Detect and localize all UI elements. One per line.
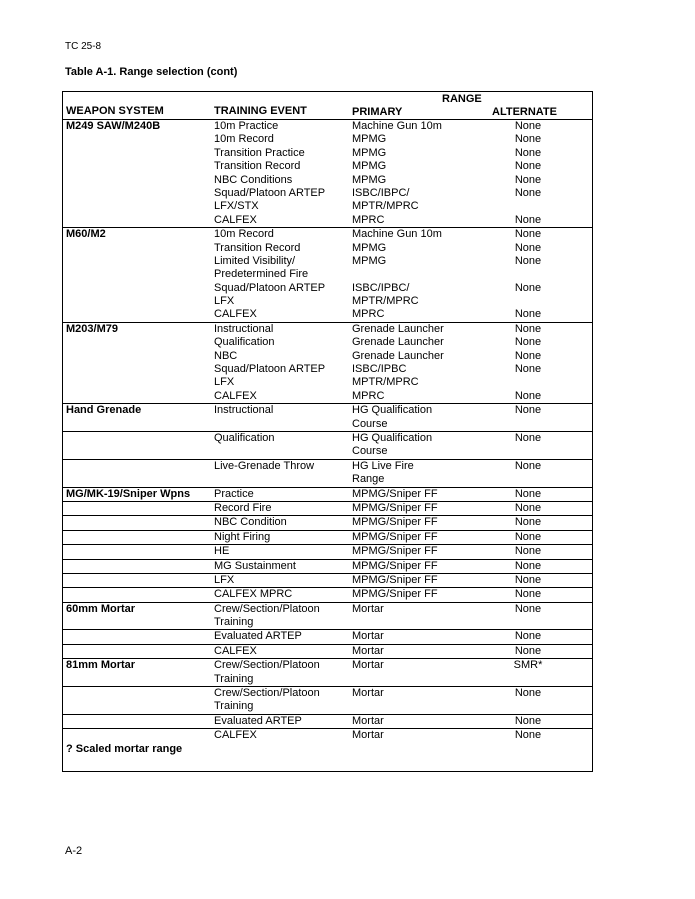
table-row [63, 603, 592, 631]
training-event-cell: CALFEX MPRC [214, 588, 293, 601]
training-event-cell: MG Sustainment [214, 559, 296, 572]
training-event-cell: NBC Condition [214, 516, 287, 529]
alternate-range-cell: None [514, 644, 542, 657]
alternate-range-cell: None [514, 501, 542, 514]
weapon-system-cell: 81mm Mortar [66, 659, 136, 672]
table-line [63, 560, 592, 573]
training-event-cell: Squad/Platoon ARTEP [214, 363, 326, 376]
primary-range-cell: HG Qualification [352, 431, 433, 444]
alternate-range-cell: None [514, 516, 542, 529]
table-row [63, 687, 592, 715]
training-event-cell: Evaluated ARTEP [214, 630, 302, 643]
primary-range-cell: MPMG [352, 241, 387, 254]
training-event-cell: CALFEX [214, 729, 257, 742]
training-event-cell: Qualification [214, 431, 275, 444]
page-number: A-2 [65, 845, 83, 857]
table-line [63, 630, 592, 643]
primary-range-cell: Mortar [352, 602, 384, 615]
alternate-range-cell: None [514, 173, 542, 186]
primary-range-cell: ISBC/IPBC/ [352, 281, 410, 294]
header-range: RANGE [442, 93, 482, 105]
training-event-cell: Qualification [214, 336, 275, 349]
alternate-range-cell: None [514, 228, 542, 241]
table-row [63, 531, 592, 545]
header-training-event: TRAINING EVENT [214, 105, 307, 117]
training-event-cell: Squad/Platoon ARTEP [214, 186, 326, 199]
weapon-system-cell: M249 SAW/M240B [66, 120, 161, 132]
alternate-range-cell: None [514, 389, 542, 402]
training-event-cell: Predetermined Fire [214, 268, 309, 281]
primary-range-cell: MPMG/Sniper FF [352, 530, 438, 543]
primary-range-cell: MPMG/Sniper FF [352, 545, 438, 558]
training-event-cell: Training [214, 700, 254, 713]
weapon-group [63, 228, 592, 323]
training-event-cell: 10m Record [214, 228, 274, 241]
alternate-range-cell: None [514, 530, 542, 543]
weapon-group [63, 659, 592, 742]
table-line [63, 574, 592, 587]
table-row [63, 120, 592, 227]
training-event-cell: 10m Record [214, 133, 274, 146]
table-line [63, 390, 592, 403]
table-line [63, 460, 592, 473]
table-line [63, 700, 592, 713]
weapon-group [63, 120, 592, 228]
table-line [63, 432, 592, 445]
training-event-cell: Crew/Section/Platoon [214, 602, 320, 615]
table-row [63, 715, 592, 729]
table-row [63, 588, 592, 601]
training-event-cell: CALFEX [214, 213, 257, 226]
alternate-range-cell: None [514, 573, 542, 586]
table-header [63, 92, 592, 120]
alternate-range-cell: None [514, 186, 542, 199]
table-row [63, 574, 592, 588]
table-row [63, 545, 592, 559]
primary-range-cell: Grenade Launcher [352, 349, 444, 362]
primary-range-cell: HG Qualification [352, 404, 433, 417]
table-line [63, 228, 592, 241]
alternate-range-cell: None [514, 308, 542, 321]
table-body [63, 120, 592, 743]
table-line [63, 160, 592, 173]
table-line [63, 187, 592, 200]
table-row [63, 630, 592, 644]
primary-range-cell: Mortar [352, 644, 384, 657]
table-line [63, 729, 592, 742]
table-line [63, 336, 592, 349]
primary-range-cell: ISBC/IBPC/ [352, 186, 410, 199]
alternate-range-cell: None [514, 545, 542, 558]
footnote: ? Scaled mortar range [66, 742, 183, 755]
table-row [63, 516, 592, 530]
table-line [63, 715, 592, 728]
training-event-cell: Training [214, 616, 254, 629]
alternate-range-cell: None [514, 487, 542, 500]
table-line [63, 645, 592, 658]
table-line [63, 488, 592, 501]
alternate-range-cell: None [514, 133, 542, 146]
table-row [63, 659, 592, 687]
training-event-cell: CALFEX [214, 308, 257, 321]
table-line [63, 687, 592, 700]
table-line [63, 214, 592, 227]
weapon-system-cell: M203/M79 [66, 322, 118, 335]
training-event-cell: Practice [214, 487, 254, 500]
table-row [63, 488, 592, 502]
table-line [63, 516, 592, 529]
alternate-range-cell: None [514, 431, 542, 444]
training-event-cell: 10m Practice [214, 120, 279, 132]
primary-range-cell: HG Live Fire [352, 459, 414, 472]
table-row [63, 460, 592, 487]
table-line [63, 418, 592, 431]
table-row [63, 729, 592, 742]
table-row [63, 228, 592, 322]
weapon-system-cell: M60/M2 [66, 228, 106, 241]
primary-range-cell: Grenade Launcher [352, 336, 444, 349]
training-event-cell: NBC [214, 349, 238, 362]
table-row [63, 432, 592, 460]
alternate-range-cell: None [514, 120, 542, 132]
table-line [63, 404, 592, 417]
table-line [63, 376, 592, 389]
alternate-range-cell: None [514, 254, 542, 267]
primary-range-cell: MPTR/MPRC [352, 200, 419, 213]
table-line [63, 120, 592, 133]
table-line [63, 133, 592, 146]
header-primary: PRIMARY [352, 106, 403, 118]
table-line [63, 200, 592, 213]
primary-range-cell: MPMG/Sniper FF [352, 559, 438, 572]
alternate-range-cell: None [514, 281, 542, 294]
weapon-system-cell: Hand Grenade [66, 404, 142, 417]
weapon-group [63, 404, 592, 487]
alternate-range-cell: None [514, 559, 542, 572]
training-event-cell: CALFEX [214, 644, 257, 657]
weapon-system-cell: MG/MK-19/Sniper Wpns [66, 487, 191, 500]
primary-range-cell: Machine Gun 10m [352, 120, 442, 132]
primary-range-cell: MPRC [352, 389, 385, 402]
primary-range-cell: Range [352, 473, 385, 486]
alternate-range-cell: None [514, 714, 542, 727]
alternate-range-cell: None [514, 241, 542, 254]
primary-range-cell: Grenade Launcher [352, 322, 444, 335]
header-alternate: ALTERNATE [492, 106, 557, 118]
primary-range-cell: MPMG [352, 254, 387, 267]
alternate-range-cell: None [514, 602, 542, 615]
table-line [63, 282, 592, 295]
training-event-cell: LFX [214, 573, 235, 586]
table-title: Table A-1. Range selection (cont) [65, 66, 238, 78]
table-line [63, 616, 592, 629]
table-line [63, 588, 592, 601]
alternate-range-cell: None [514, 459, 542, 472]
table-row [63, 323, 592, 403]
table-line [63, 531, 592, 544]
footnote-row [63, 743, 592, 771]
table-line [63, 350, 592, 363]
table-line [63, 174, 592, 187]
alternate-range-cell: None [514, 363, 542, 376]
table-line [63, 502, 592, 515]
alternate-range-cell: None [514, 213, 542, 226]
primary-range-cell: Course [352, 417, 388, 430]
primary-range-cell: MPRC [352, 308, 385, 321]
primary-range-cell: Mortar [352, 729, 384, 742]
primary-range-cell: Mortar [352, 714, 384, 727]
table-line [63, 473, 592, 486]
training-event-cell: HE [214, 545, 230, 558]
alternate-range-cell: None [514, 687, 542, 700]
primary-range-cell: Machine Gun 10m [352, 228, 442, 241]
training-event-cell: LFX [214, 376, 235, 389]
training-event-cell: Transition Record [214, 241, 301, 254]
training-event-cell: CALFEX [214, 389, 257, 402]
alternate-range-cell: None [514, 349, 542, 362]
primary-range-cell: MPMG [352, 146, 387, 159]
training-event-cell: Transition Practice [214, 146, 305, 159]
weapon-group [63, 323, 592, 404]
primary-range-cell: Mortar [352, 630, 384, 643]
primary-range-cell: MPMG [352, 160, 387, 173]
training-event-cell: LFX/STX [214, 200, 259, 213]
weapon-group [63, 488, 592, 603]
weapon-group [63, 603, 592, 660]
table-line [63, 295, 592, 308]
training-event-cell: Record Fire [214, 501, 272, 514]
alternate-range-cell: None [514, 146, 542, 159]
alternate-range-cell: None [514, 160, 542, 173]
alternate-range-cell: SMR* [513, 659, 543, 672]
training-event-cell: LFX [214, 295, 235, 308]
alternate-range-cell: None [514, 404, 542, 417]
table-line [63, 255, 592, 268]
primary-range-cell: Mortar [352, 687, 384, 700]
primary-range-cell: MPMG/Sniper FF [352, 487, 438, 500]
table-row [63, 404, 592, 432]
primary-range-cell: MPMG [352, 173, 387, 186]
training-event-cell: Live-Grenade Throw [214, 459, 315, 472]
primary-range-cell: MPTR/MPRC [352, 295, 419, 308]
header-weapon-system: WEAPON SYSTEM [66, 105, 164, 117]
training-event-cell: Training [214, 672, 254, 685]
weapon-system-cell: 60mm Mortar [66, 602, 136, 615]
primary-range-cell: ISBC/IPBC [352, 363, 407, 376]
table-line [63, 147, 592, 160]
training-event-cell: Crew/Section/Platoon [214, 659, 320, 672]
table-line [63, 308, 592, 321]
table-line [63, 363, 592, 376]
training-event-cell: Squad/Platoon ARTEP [214, 281, 326, 294]
table-line [63, 673, 592, 686]
training-event-cell: Evaluated ARTEP [214, 714, 302, 727]
table-line [63, 445, 592, 458]
alternate-range-cell: None [514, 588, 542, 601]
primary-range-cell: MPMG/Sniper FF [352, 501, 438, 514]
table-row [63, 560, 592, 574]
training-event-cell: Instructional [214, 404, 274, 417]
training-event-cell: Night Firing [214, 530, 271, 543]
document-id: TC 25-8 [65, 41, 102, 52]
primary-range-cell: MPTR/MPRC [352, 376, 419, 389]
table-line [63, 323, 592, 336]
alternate-range-cell: None [514, 630, 542, 643]
primary-range-cell: MPMG/Sniper FF [352, 588, 438, 601]
training-event-cell: Transition Record [214, 160, 301, 173]
alternate-range-cell: None [514, 322, 542, 335]
table-line [63, 268, 592, 281]
table-row [63, 502, 592, 516]
training-event-cell: Instructional [214, 322, 274, 335]
table-line [63, 603, 592, 616]
training-event-cell: Limited Visibility/ [214, 254, 296, 267]
table-line [63, 659, 592, 672]
table-line [63, 242, 592, 255]
primary-range-cell: MPMG/Sniper FF [352, 573, 438, 586]
alternate-range-cell: None [514, 729, 542, 742]
table-row [63, 645, 592, 658]
primary-range-cell: Mortar [352, 659, 384, 672]
range-selection-table [62, 91, 593, 772]
primary-range-cell: MPRC [352, 213, 385, 226]
primary-range-cell: MPMG [352, 133, 387, 146]
training-event-cell: Crew/Section/Platoon [214, 687, 320, 700]
table-line [63, 545, 592, 558]
alternate-range-cell: None [514, 336, 542, 349]
primary-range-cell: MPMG/Sniper FF [352, 516, 438, 529]
primary-range-cell: Course [352, 445, 388, 458]
training-event-cell: NBC Conditions [214, 173, 293, 186]
